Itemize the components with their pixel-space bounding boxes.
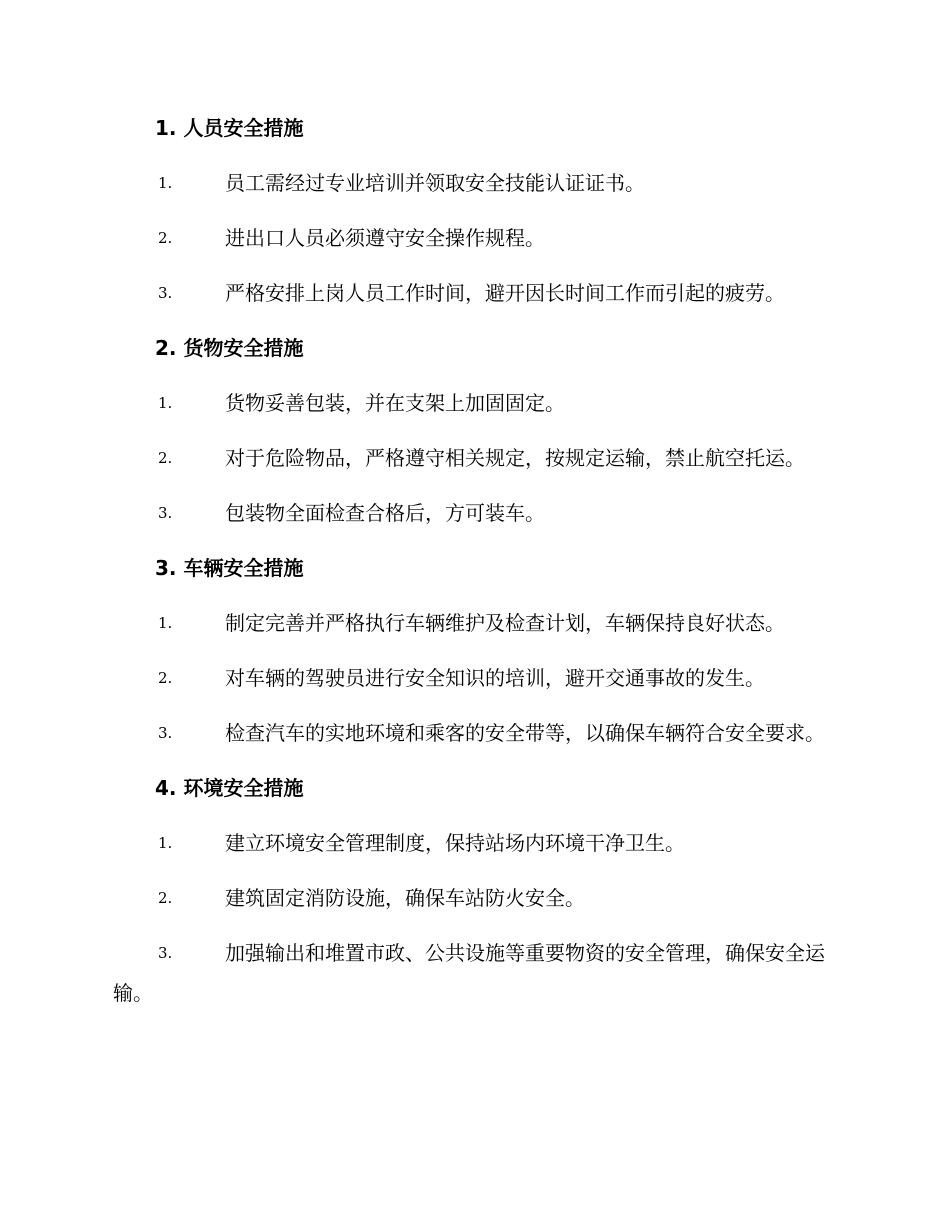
list-number: 3. [158,504,173,522]
list-text: 严格安排上岗人员工作时间，避开因长时间工作而引起的疲劳。 [225,281,785,305]
list-text: 对车辆的驾驶员进行安全知识的培训，避开交通事故的发生。 [225,666,765,690]
list-item [113,218,835,258]
section-heading: 4. 环境安全措施 [155,776,304,800]
list-text: 加强输出和堆置市政、公共设施等重要物资的安全管理，确保安全运输。 [113,941,825,1005]
list-text: 对于危险物品，严格遵守相关规定，按规定运输，禁止航空托运。 [225,446,805,470]
document-body [113,108,835,1028]
list-text: 检查汽车的实地环境和乘客的安全带等，以确保车辆符合安全要求。 [225,721,825,745]
list-item [113,823,835,863]
section-heading: 1. 人员安全措施 [155,116,304,140]
list-item [113,273,835,313]
list-item [113,933,835,1013]
list-number: 3. [158,284,173,302]
list-number: 2. [158,889,173,907]
list-number: 1. [158,614,173,632]
list-item [113,603,835,643]
list-text: 员工需经过专业培训并领取安全技能认证证书。 [225,171,645,195]
list-number: 3. [158,944,173,962]
list-number: 3. [158,724,173,742]
section-heading: 3. 车辆安全措施 [155,556,304,580]
list-text: 建立环境安全管理制度，保持站场内环境干净卫生。 [225,831,685,855]
list-item [113,878,835,918]
list-text: 制定完善并严格执行车辆维护及检查计划，车辆保持良好状态。 [225,611,785,635]
list-item [113,438,835,478]
list-text: 货物妥善包装，并在支架上加固固定。 [225,391,565,415]
list-text: 建筑固定消防设施，确保车站防火安全。 [225,886,585,910]
list-number: 2. [158,449,173,467]
list-number: 2. [158,229,173,247]
list-item [113,493,835,533]
list-number: 2. [158,669,173,687]
list-item [113,163,835,203]
list-item [113,383,835,423]
list-number: 1. [158,834,173,852]
list-text: 包装物全面检查合格后，方可装车。 [225,501,545,525]
section-heading: 2. 货物安全措施 [155,336,304,360]
list-item [113,713,835,753]
list-text: 进出口人员必须遵守安全操作规程。 [225,226,545,250]
list-item [113,658,835,698]
list-number: 1. [158,174,173,192]
list-number: 1. [158,394,173,412]
